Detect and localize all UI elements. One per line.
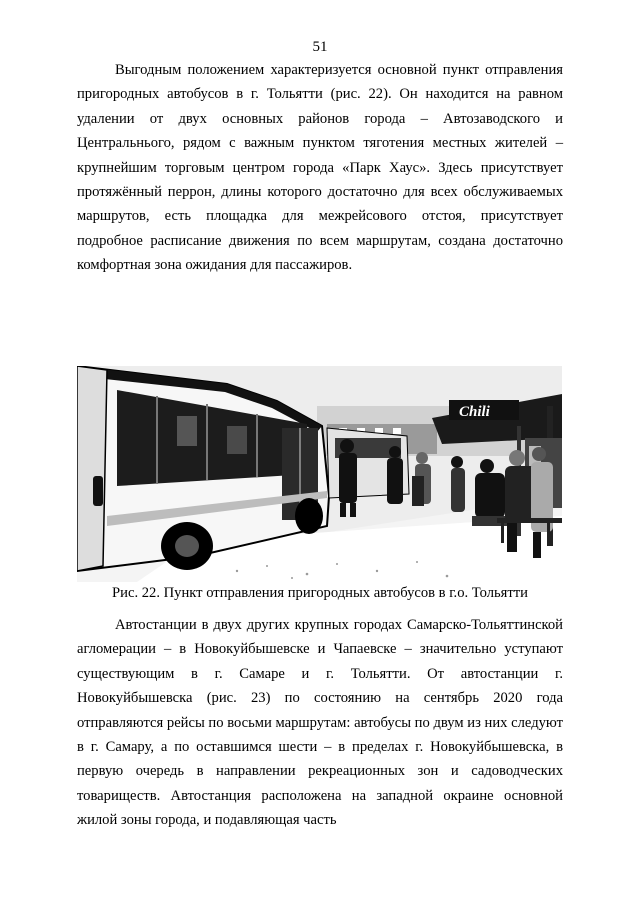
page-number: 51 [312,39,328,55]
figure-caption: Рис. 22. Пункт отправления пригородных автобусов в г.о. Тольятти [112,585,528,601]
paragraph-2: Автостанции в двух других крупных городах Самарско-Тольяттинской агломерации – в Новокуйбышевске и Чапаевске – значительно уступают существующим в г. Самаре и г. Тольятти. От автостанции г. Новокуйбышевска (рис. 23) по состоянию на сентябрь 2020 года отправляются рейсы по восьми маршрутам: автобусы по двум из них следуют в г. Самару, а по оставшимся шести – в пределах г. Новокуйбышевска, в первую очередь в направлении рекреационных зон и садоводческих товариществ. Автостанция расположена на западной окраине основной жилой зоны города, и подавляющая часть [77,617,563,829]
paragraph-1: Выгодным положением характеризуется основной пункт отправления пригородных автобусов в г. Тольятти (рис. 22). Он находится на равном удалении от двух основных районов города – Автозаводского и Центральнього, рядом с важным пунктом тяготения местных жителей – крупнейшим торговым центром города «Парк Хаус». Здесь присутствует протяжённый перрон, длины которого достаточно для всех обслуживаемых маршрутов, есть площадка для межрейсового отстоя, присутствует подробное расписание движения по всем маршрутам, создана достаточно комфортная зона ожидания для пассажиров. [77,62,563,274]
bus-station-photo [77,366,562,582]
sign-text: Chili [459,404,490,420]
